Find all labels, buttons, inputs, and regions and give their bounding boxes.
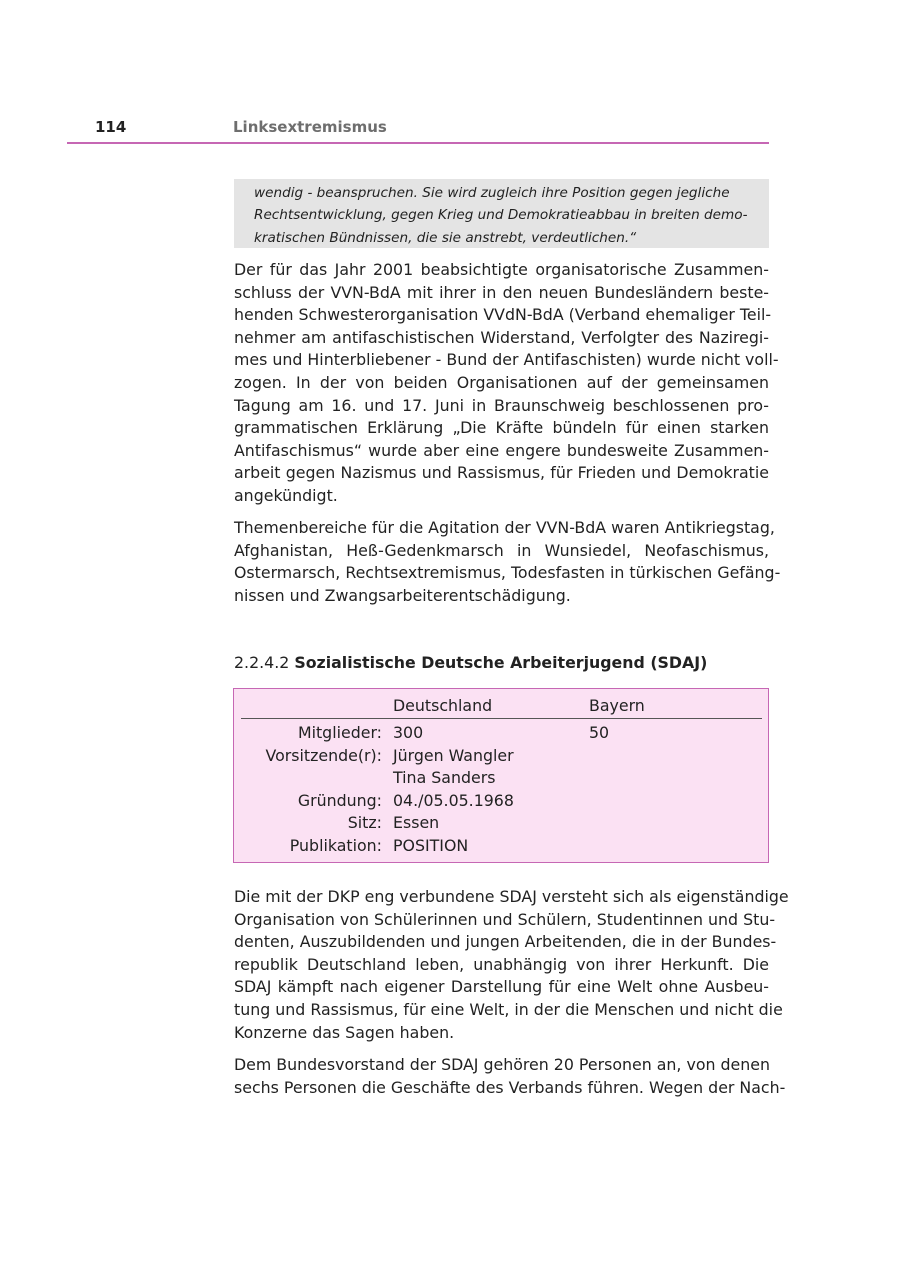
page-header bbox=[67, 116, 769, 144]
publication-value: POSITION bbox=[393, 836, 469, 855]
section-heading bbox=[234, 652, 707, 674]
members-label: Mitglieder: bbox=[297, 723, 382, 742]
text-line: zogen. In der von beiden Organisationen auf der gemeinsamen bbox=[234, 372, 769, 392]
founded-label: Gründung: bbox=[297, 791, 382, 810]
text-line: SDAJ kämpft nach eigener Darstellung für eine Welt ohne Ausbeu- bbox=[234, 977, 769, 997]
members-bavaria-value: 50 bbox=[589, 723, 610, 742]
quote-box bbox=[234, 179, 769, 248]
chair-value-1: Jürgen Wangler bbox=[393, 746, 514, 765]
section-number: 2.2.4.2 bbox=[234, 653, 290, 672]
chair-label: Vorsitzende(r): bbox=[265, 746, 382, 765]
text-line: Die mit der DKP eng verbundene SDAJ versteht sich als eigenständige bbox=[234, 887, 789, 906]
text-line: Organisation von Schülerinnen und Schülern, Studentinnen und Stu- bbox=[234, 909, 776, 929]
text-line: nissen und Zwangsarbeiterentschädigung. bbox=[234, 585, 571, 605]
founded-value: 04./05.05.1968 bbox=[393, 791, 514, 810]
section-title: Sozialistische Deutsche Arbeiterjugend (SDAJ) bbox=[294, 653, 708, 672]
chair-value-2: Tina Sanders bbox=[393, 768, 496, 787]
paragraph-agitation-topics bbox=[234, 517, 781, 607]
text-line: nehmer am antifaschistischen Widerstand, Verfolgter des Naziregi- bbox=[234, 327, 769, 347]
text-line: Ostermarsch, Rechtsextremismus, Todesfasten in türkischen Gefäng- bbox=[234, 563, 781, 583]
text-line: arbeit gegen Nazismus und Rassismus, für Frieden und Demokratie bbox=[234, 463, 769, 483]
paragraph-sdaj-board bbox=[234, 1054, 786, 1099]
members-germany-value: 300 bbox=[393, 723, 424, 742]
text-line: schluss der VVN-BdA mit ihrer in den neuen Bundesländern beste- bbox=[234, 282, 769, 302]
organization-fact-box bbox=[233, 688, 769, 863]
quote-line: kratischen Bündnissen, die sie anstrebt, verdeutlichen.“ bbox=[254, 229, 637, 246]
publication-label: Publikation: bbox=[289, 836, 382, 855]
text-line: Konzerne das Sagen haben. bbox=[234, 1022, 455, 1042]
text-line: henden Schwesterorganisation VVdN-BdA (Verband ehemaliger Teil- bbox=[234, 305, 772, 325]
running-title: Linksextremismus bbox=[233, 118, 387, 136]
text-line: mes und Hinterbliebener - Bund der Antifaschisten) wurde nicht voll- bbox=[234, 350, 779, 370]
text-line: Tagung am 16. und 17. Juni in Braunschweig beschlossenen pro- bbox=[234, 395, 769, 415]
header-divider bbox=[241, 718, 762, 719]
text-line: republik Deutschland leben, unabhängig von ihrer Herkunft. Die bbox=[234, 954, 769, 974]
page-number: 114 bbox=[95, 118, 127, 136]
quote-line: wendig - beanspruchen. Sie wird zugleich ihre Position gegen jegliche bbox=[254, 185, 730, 201]
seat-label: Sitz: bbox=[347, 813, 382, 832]
text-line: grammatischen Erklärung „Die Kräfte bündeln für einen starken bbox=[234, 418, 769, 438]
text-line: Antifaschismus“ wurde aber eine engere bundesweite Zusammen- bbox=[234, 440, 769, 460]
text-line: Afghanistan, Heß-Gedenkmarsch in Wunsiedel, Neofaschismus, bbox=[234, 540, 769, 560]
column-header-bavaria: Bayern bbox=[589, 696, 645, 715]
text-line: Dem Bundesvorstand der SDAJ gehören 20 Personen an, von denen bbox=[234, 1055, 771, 1074]
paragraph-sdaj-self-image bbox=[234, 886, 789, 1044]
text-line: Der für das Jahr 2001 beabsichtigte organisatorische Zusammen- bbox=[234, 260, 769, 279]
text-line: denten, Auszubildenden und jungen Arbeitenden, die in der Bundes- bbox=[234, 932, 777, 952]
text-line: tung und Rassismus, für eine Welt, in der die Menschen und nicht die bbox=[234, 999, 783, 1019]
column-header-germany: Deutschland bbox=[393, 696, 493, 715]
seat-value: Essen bbox=[393, 813, 440, 832]
text-line: Themenbereiche für die Agitation der VVN-BdA waren Antikriegstag, bbox=[234, 518, 775, 537]
paragraph-vvn-merger bbox=[234, 259, 779, 508]
quote-line: Rechtsentwicklung, gegen Krieg und Demokratieabbau in breiten demo- bbox=[254, 207, 748, 224]
text-line: sechs Personen die Geschäfte des Verbands führen. Wegen der Nach- bbox=[234, 1077, 786, 1097]
text-line: angekündigt. bbox=[234, 485, 338, 505]
